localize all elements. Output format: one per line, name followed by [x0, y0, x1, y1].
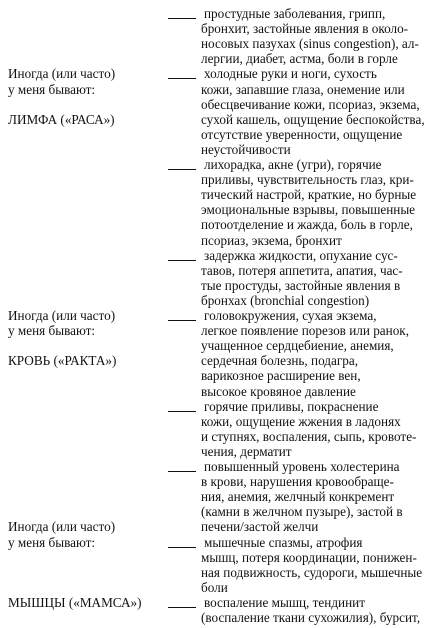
answer-blank[interactable] [168, 607, 196, 608]
symptom-text-line: носовых пазухах (sinus congestion), ал- [201, 36, 419, 52]
symptom-text-line: кожи, запавшие глаза, онемение или [201, 81, 405, 97]
symptom-text-line: и ступнях, воспаления, сыпь, кровоте- [201, 428, 417, 444]
symptom-text-line: холодные руки и ноги, сухость [204, 66, 377, 82]
section-label: МЫШЦЫ («МАМСА») [8, 594, 142, 610]
symptom-text-line: (воспаление ткани сухожилия), бурсит, [201, 610, 421, 625]
symptom-text-line: лихорадка, акне (угри), горячие [204, 157, 382, 172]
symptom-text-line: сердечная болезнь, подагра, [201, 353, 359, 369]
symptom-text-line: в крови, нарушения кровообраще- [201, 474, 394, 490]
symptom-text-line: неустойчивости [201, 141, 291, 157]
symptom-text-line: высокое кровяное давление [201, 383, 356, 399]
symptom-text-line: ния, анемия, желчный конкремент [201, 489, 395, 505]
symptom-text-line: боли [201, 579, 228, 595]
answer-blank[interactable] [168, 547, 196, 548]
symptom-text-line: псориаз, экзема, бронхит [201, 232, 342, 248]
answer-blank[interactable] [168, 18, 196, 19]
symptom-text-line: эмоциональные взрывы, повышенные [201, 202, 416, 218]
symptom-text-line: приливы, чувствительность глаз, кри- [201, 172, 414, 188]
symptom-text-line: кожи, ощущение жжения в ладонях [201, 413, 401, 429]
section-label: ЛИМФА («РАСА») [8, 111, 115, 127]
symptom-text-line: бронхах (bronchial congestion) [201, 292, 370, 308]
symptom-text-line: тые простуды, застойные явления в [201, 277, 401, 293]
answer-blank[interactable] [168, 169, 196, 170]
symptom-text-line: печени/застой желчи [201, 519, 319, 535]
symptom-text-line: повышенный уровень холестерина [204, 459, 400, 474]
symptom-text-line: простудные заболевания, грипп, [204, 6, 386, 21]
section-label: КРОВЬ («РАКТА») [8, 353, 117, 369]
section-label: у меня бывают: [8, 81, 96, 97]
symptom-text-line: мышц, потеря координации, понижен- [201, 549, 417, 565]
section-label: Иногда (или часто) [8, 519, 116, 535]
symptom-text-line: (камни в желчном пузыре), застой в [201, 504, 403, 520]
symptom-text-line: лергии, диабет, астма, боли в горле [201, 51, 398, 67]
section-label: у меня бывают: [8, 534, 96, 550]
symptom-text-line: обесцвечивание кожи, псориаз, экзема, [201, 96, 420, 112]
answer-blank[interactable] [168, 320, 196, 321]
symptom-text-line: задержка жидкости, опухание сус- [204, 247, 398, 263]
symptom-text-line: отсутствие уверенности, ощущение [201, 126, 403, 142]
section-label: Иногда (или часто) [8, 66, 116, 82]
symptom-text-line: чения, дерматит [201, 443, 292, 459]
symptom-text-line: тавов, потеря аппетита, апатия, час- [201, 262, 403, 278]
answer-blank[interactable] [168, 78, 196, 79]
symptom-text-line: горячие приливы, покраснение [204, 398, 379, 414]
symptom-text-line: варикозное расширение вен, [201, 368, 361, 384]
section-label: у меня бывают: [8, 323, 96, 339]
symptom-text-line: легкое появление порезов или ранок, [201, 323, 410, 339]
symptom-text-line: ная подвижность, судороги, мышечные [201, 564, 423, 580]
symptom-text-line: учащенное сердцебиение, анемия, [201, 338, 394, 354]
symptom-text-line: потоотделение и жажда, боль в горле, [201, 217, 413, 233]
symptom-text-line: тический настрой, краткие, но бурные [201, 187, 417, 203]
symptom-text-line: сухой кашель, ощущение беспокойства, [201, 111, 425, 127]
section-label: Иногда (или часто) [8, 308, 116, 323]
answer-blank[interactable] [168, 471, 196, 472]
symptom-text-line: головокружения, сухая экзема, [204, 308, 377, 323]
answer-blank[interactable] [168, 411, 196, 412]
symptom-text-line: воспаление мышц, тендинит [204, 594, 365, 610]
symptom-text-line: мышечные спазмы, атрофия [204, 534, 363, 550]
answer-blank[interactable] [168, 260, 196, 261]
symptom-text-line: бронхит, застойные явления в околo- [201, 21, 409, 37]
